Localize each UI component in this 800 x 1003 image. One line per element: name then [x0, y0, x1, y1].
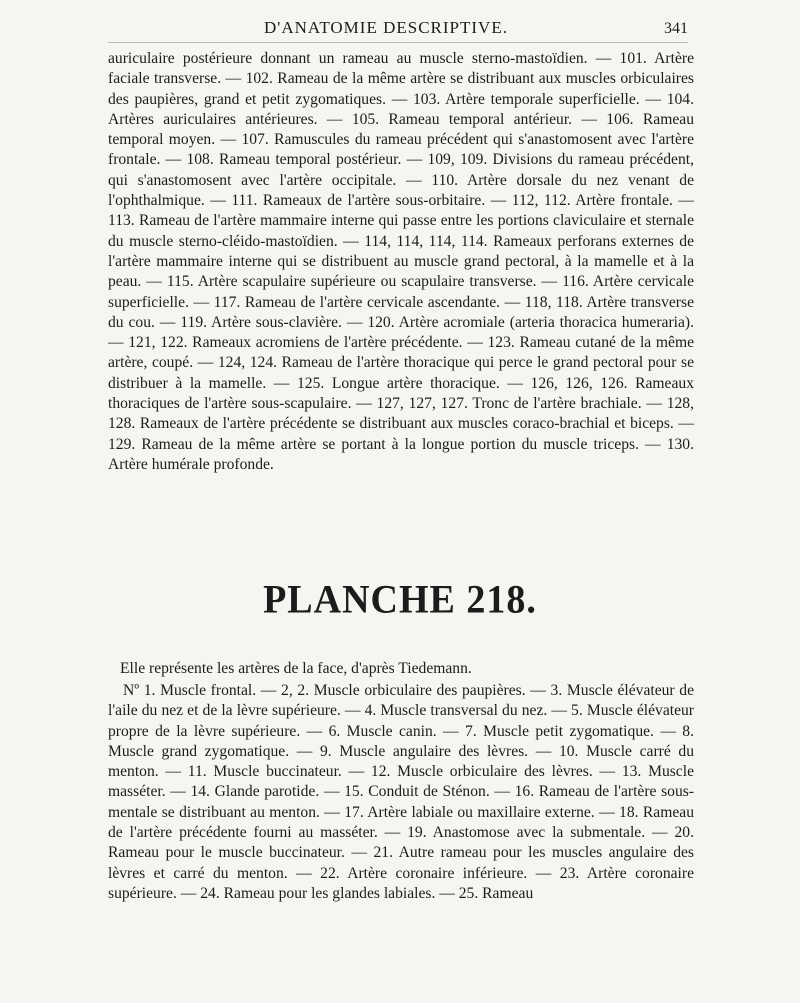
plate-legend-text — [108, 681, 694, 904]
continued-legend-text — [108, 49, 694, 475]
plate-intro: Elle représente les artères de la face, d'après Tiedemann. — [120, 660, 472, 677]
running-head — [108, 18, 688, 43]
plate-heading: PLANCHE 218. — [263, 577, 537, 623]
continued-paragraph: auriculaire postérieure donnant un rameau au muscle sterno-mastoïdien. — 101. Artère faciale transverse. — 102. Rameau de la même artère se distribuant aux muscles orbiculaires des paupières, grand et petit zygomatiques. — 103. Artère temporale superficielle. — 104. Artères auriculaires antérieures. — 105. Rameau temporal antérieur. — 106. Rameau temporal moyen. — 107. Ramuscules du rameau précédent qui s'anastomosent avec l'artère frontale. — 108. Rameau temporal postérieur. — 109, 109. Divisions du rameau précédent, qui s'anastomosent avec l'artère occipitale. — 110. Artère dorsale du nez venant de l'ophthalmique. — 111. Rameaux de l'artère sous-orbitaire. — 112, 112. Artère frontale. — 113. Rameau de l'artère mammaire interne qui passe entre les portions claviculaire et sternale du muscle sterno-cléido-mastoïdien. — 114, 114, 114, 114. Rameaux perforans externes de l'artère mammaire interne qui se distribuent au muscle grand pectoral, à la mamelle et à la peau. — 115. Artère scapulaire supérieure ou scapulaire transverse. — 116. Artère cervicale superficielle. — 117. Rameau de l'artère cervicale ascendante. — 118, 118. Artère transverse du cou. — 119. Artère sous-clavière. — 120. Artère acromiale (arteria thoracica humeraria). — 121, 122. Rameaux acromiens de l'artère précédente. — 123. Rameau cutané de la même artère, coupé. — 124, 124. Rameau de l'artère thoracique qui perce le grand pectoral pour se distribuer à la mamelle. — 125. Longue artère thoracique. — 126, 126, 126. Rameaux thoraciques de l'artère sous-scapulaire. — 127, 127, 127. Tronc de l'artère brachiale. — 128, 128. Rameaux de l'artère précédente se distribuant aux muscles coraco-brachial et biceps. — 129. Rameau de la même artère se portant à la longue portion du muscle triceps. — 130. Artère humérale profonde. — [108, 50, 694, 473]
running-head-title: D'ANATOMIE DESCRIPTIVE. — [264, 18, 508, 37]
plate-legend-paragraph: Nº 1. Muscle frontal. — 2, 2. Muscle orbiculaire des paupières. — 3. Muscle élévateur de l'aile du nez et de la lèvre supérieure. — 4. Muscle transversal du nez. — 5. Muscle élévateur propre de la lèvre supérieure. — 6. Muscle canin. — 7. Muscle petit zygomatique. — 8. Muscle grand zygomatique. — 9. Muscle angulaire des lèvres. — 10. Muscle carré du menton. — 11. Muscle buccinateur. — 12. Muscle orbiculaire des lèvres. — 13. Muscle masséter. — 14. Glande parotide. — 15. Conduit de Sténon. — 16. Rameau de l'artère sous-mentale se distribuant au menton. — 17. Artère labiale ou maxillaire externe. — 18. Rameau de l'artère précédente fourni au masséter. — 19. Anastomose avec la submentale. — 20. Rameau pour le muscle buccinateur. — 21. Autre rameau pour les muscles angulaire des lèvres et carré du menton. — 22. Artère coronaire inférieure. — 23. Artère coronaire supérieure. — 24. Rameau pour les glandes labiales. — 25. Rameau — [108, 682, 694, 902]
page-number: 341 — [664, 20, 688, 37]
